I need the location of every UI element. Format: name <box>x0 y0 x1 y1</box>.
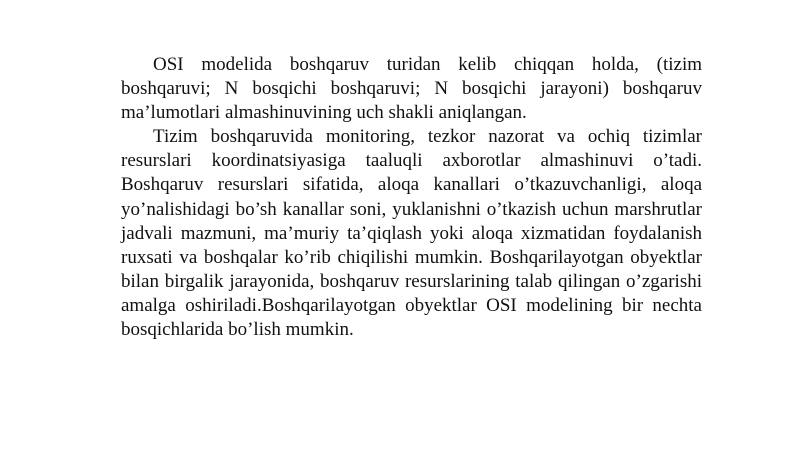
paragraph-system-management: Tizim boshqaruvida monitoring, tezkor nazorat va ochiq tizimlar resurslari koordinatsiyasiga taaluqli axborotlar almashinuvi o’tadi. Boshqaruv resurslari sifatida, aloqa kanallari o’tkazuvchanligi, aloqa yo’nalishidagi bo’sh kanallar soni, yuklanishni o’tkazish uchun marshrutlar jadvali mazmuni, ma’muriy ta’qiqlash yoki aloqa xizmatidan foydalanish ruxsati va boshqalar ko’rib chiqilishi mumkin. Boshqarilayotgan obyektlar bilan birgalik jarayonida, boshqaruv resurslarining talab qilingan o’zgarishi amalga oshiriladi.Boshqarilayotgan obyektlar OSI modelining bir nechta bosqichlarida bo’lish mumkin. <box>121 126 702 341</box>
paragraph-osi-management-forms: OSI modelida boshqaruv turidan kelib chiqqan holda, (tizim boshqaruvi; N bosqichi boshqaruvi; N bosqichi jarayoni) boshqaruv ma’lumotlari almashinuvining uch shakli aniqlangan. <box>121 54 702 124</box>
document-page <box>121 53 702 342</box>
